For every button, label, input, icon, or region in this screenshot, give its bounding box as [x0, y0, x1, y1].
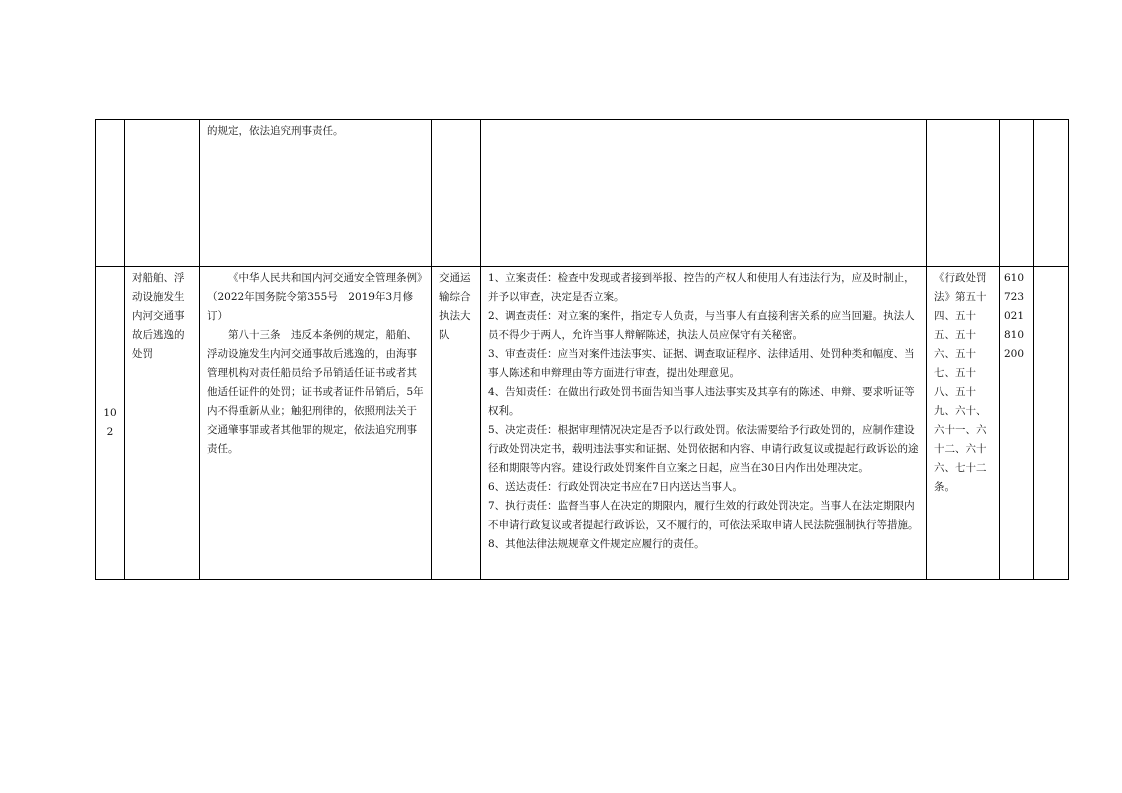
department: 交通运输综合执法大队	[439, 272, 471, 341]
basis-title: 《中华人民共和国内河交通安全管理条例》（2022年国务院令第355号 2019年3月修订）	[207, 272, 423, 322]
accountability-basis: 《行政处罚法》第五十四、五十五、五十六、五十七、五十八、五十九、六十、六十一、六十二、六十六、七十二条。	[934, 272, 987, 493]
basis-cell	[200, 120, 432, 267]
responsibility-item: 5、决定责任：根据审理情况决定是否予以行政处罚。依法需要给予行政处罚的，应制作建设行政处罚决定书，载明违法事实和证据、处罚依据和内容、申请行政复议或提起行政诉讼的途径和期限等内容。建设行政处罚案件自立案之日起，应当在30日内作出处理决定。	[488, 424, 919, 474]
seq-cell	[96, 120, 125, 267]
responsibility-cell	[481, 120, 927, 267]
seq-number: 102	[103, 407, 117, 438]
accountability-cell	[927, 267, 1000, 580]
accountability-cell	[927, 120, 1000, 267]
department-cell	[432, 120, 481, 267]
item-name: 对船舶、浮动设施发生内河交通事故后逃逸的处罚	[132, 272, 185, 360]
responsibility-item: 4、告知责任：在做出行政处罚书面告知当事人违法事实及其享有的陈述、申辩、要求听证等权利。	[488, 386, 915, 417]
responsibility-item: 6、送达责任：行政处罚决定书应在7日内送达当事人。	[488, 481, 743, 493]
code-cell	[1000, 120, 1034, 267]
table-row-102	[96, 267, 1069, 580]
item-code: 610723021810200	[1004, 272, 1025, 360]
responsibility-item: 7、执行责任：监督当事人在决定的期限内，履行生效的行政处罚决定。当事人在法定期限内不申请行政复议或者提起行政诉讼，又不履行的，可依法采取申请人民法院强制执行等措施。	[488, 500, 919, 531]
remarks-cell	[1034, 120, 1069, 267]
remarks	[1034, 267, 1068, 271]
responsibility-item: 3、审查责任：应当对案件违法事实、证据、调查取证程序、法律适用、处罚种类和幅度、当事人陈述和申辩理由等方面进行审查，提出处理意见。	[488, 348, 915, 379]
table-row-continuation	[96, 120, 1069, 267]
basis-cell	[200, 267, 432, 580]
responsibility-item: 2、调查责任：对立案的案件，指定专人负责，与当事人有直接利害关系的应当回避。执法人员不得少于两人，允许当事人辩解陈述，执法人员应保守有关秘密。	[488, 310, 915, 341]
responsibility-cell	[481, 267, 927, 580]
power-list-table	[95, 119, 1069, 580]
responsibility-item: 1、立案责任：检查中发现或者接到举报、控告的产权人和使用人有违法行为，应及时制止，并予以审查，决定是否立案。	[488, 272, 915, 303]
department-cell	[432, 267, 481, 580]
basis-article: 第八十三条 违反本条例的规定，船舶、浮动设施发生内河交通事故后逃逸的，由海事管理机构对责任船员给予吊销适任证书或者其他适任证件的处罚；证书或者证件吊销后，5年内不得重新从业；触犯刑律的，依照刑法关于交通肇事罪或者其他罪的规定，依法追究刑事责任。	[207, 329, 424, 455]
responsibility-item: 8、其他法律法规规章文件规定应履行的责任。	[488, 538, 705, 550]
code-cell	[1000, 267, 1034, 580]
item-name-cell	[125, 267, 200, 580]
basis-text: 的规定，依法追究刑事责任。	[207, 125, 344, 137]
remarks-cell	[1034, 267, 1069, 580]
item-name-cell	[125, 120, 200, 267]
seq-cell	[96, 267, 125, 580]
